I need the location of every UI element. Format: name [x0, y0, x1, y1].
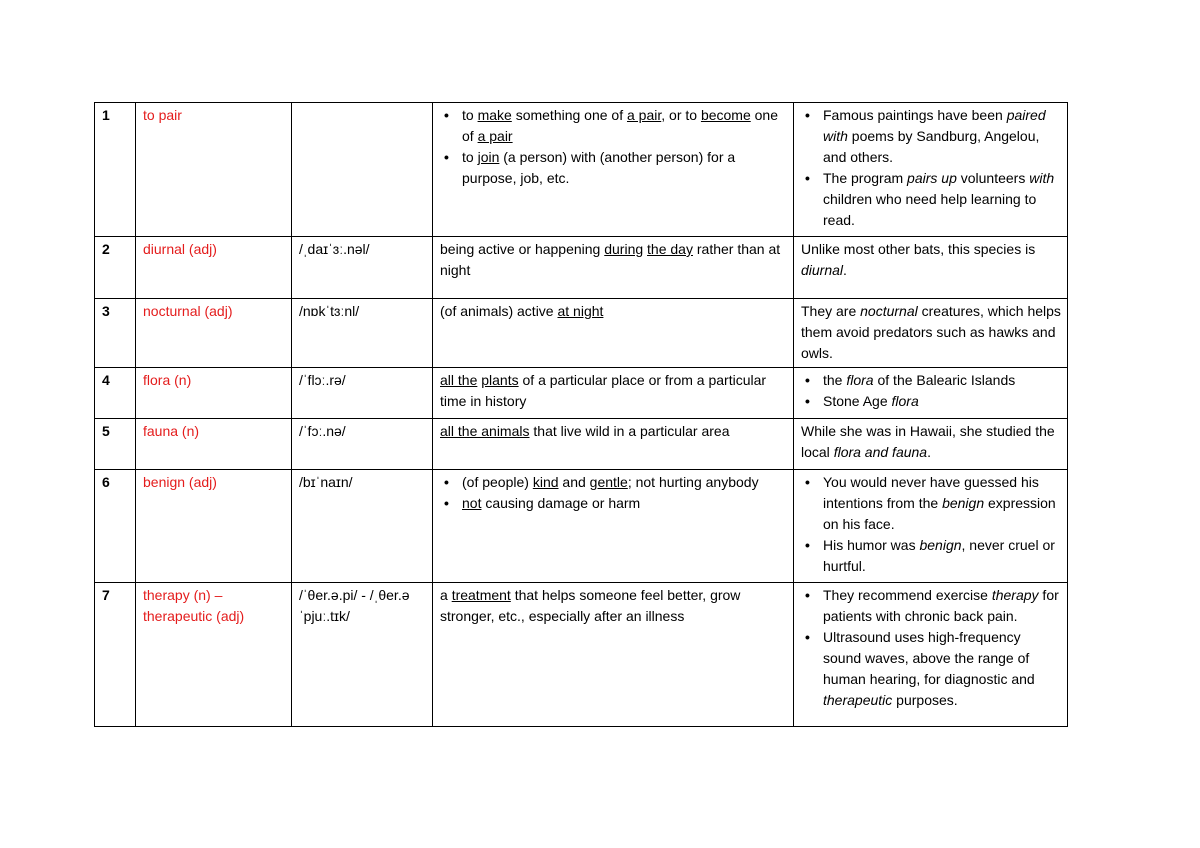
italic-text: benign: [942, 495, 985, 511]
underlined-text: kind: [532, 474, 559, 490]
text-run: and: [558, 474, 590, 490]
italic-text: therapy: [991, 587, 1039, 603]
vocabulary-term: fauna (n): [136, 419, 292, 470]
definition-item: [462, 472, 787, 493]
vocabulary-term: flora (n): [136, 368, 292, 419]
italic-text: nocturnal: [860, 303, 918, 319]
italic-text: benign: [919, 537, 962, 553]
italic-text: flora: [846, 372, 874, 388]
example-cell: [794, 470, 1068, 583]
italic-text: flora and fauna: [833, 444, 928, 460]
underlined-text: all the: [440, 372, 478, 388]
definition-cell: [433, 419, 794, 470]
text-run: (of animals) active: [440, 303, 558, 319]
text-run: You would never have guessed his intentions from the: [823, 474, 1039, 511]
example-cell: [794, 237, 1068, 299]
pronunciation: /bɪˈnaɪn/: [292, 470, 433, 583]
example-item: [823, 585, 1061, 627]
definition-cell: [433, 299, 794, 368]
text-run: ; not hurting anybody: [627, 474, 759, 490]
text-run: poems by Sandburg, Angelou, and others.: [823, 128, 1040, 165]
example-cell: [794, 103, 1068, 237]
example-item: [823, 168, 1061, 231]
definition-text: [440, 301, 787, 322]
italic-text: flora: [891, 393, 919, 409]
example-cell: [794, 583, 1068, 727]
text-run: to: [462, 149, 478, 165]
italic-text: diurnal: [801, 262, 844, 278]
text-run: being active or happening: [440, 241, 605, 257]
text-run: rather than at night: [440, 241, 781, 278]
example-item: [823, 370, 1061, 391]
example-list: [801, 370, 1061, 412]
text-run: While she was in Hawaii, she studied the local: [801, 423, 1055, 460]
vocabulary-term: nocturnal (adj): [136, 299, 292, 368]
pronunciation: /ˈflɔː.rə/: [292, 368, 433, 419]
definition-text: [440, 421, 787, 442]
text-run: to: [462, 107, 478, 123]
italic-text: pairs up: [907, 170, 957, 186]
example-cell: [794, 419, 1068, 470]
table-row: [95, 368, 1068, 419]
vocabulary-term: benign (adj): [136, 470, 292, 583]
definition-cell: [433, 470, 794, 583]
text-run: children who need help learning to read.: [823, 191, 1037, 228]
text-run: volunteers: [956, 170, 1030, 186]
example-list: [801, 472, 1061, 577]
text-run: that helps someone feel better, grow stronger, etc., especially after an illness: [440, 587, 741, 624]
text-run: They recommend exercise: [823, 587, 992, 603]
table-row: [95, 583, 1068, 727]
example-item: [823, 472, 1061, 535]
text-run: Stone Age: [823, 393, 892, 409]
text-run: expression on his face.: [823, 495, 1056, 532]
vocabulary-term: to pair: [136, 103, 292, 237]
underlined-text: join: [477, 149, 500, 165]
text-run: Unlike most other bats, this species is: [801, 241, 1036, 257]
underlined-text: become: [700, 107, 751, 123]
definition-item: [462, 105, 787, 147]
table-row: [95, 419, 1068, 470]
text-run: the: [823, 372, 847, 388]
example-cell: [794, 299, 1068, 368]
definition-text: [440, 585, 787, 627]
pronunciation: /ˌdaɪˈɜː.nəl/: [292, 237, 433, 299]
definition-text: [440, 370, 787, 412]
text-run: of a particular place or from a particular time in history: [440, 372, 767, 409]
row-number: 2: [95, 237, 136, 299]
example-list: [801, 585, 1061, 711]
pronunciation: /nɒkˈtɜːnl/: [292, 299, 433, 368]
row-number: 5: [95, 419, 136, 470]
definition-cell: [433, 237, 794, 299]
definition-cell: [433, 103, 794, 237]
text-run: that live wild in a particular area: [529, 423, 730, 439]
definition-list: [440, 105, 787, 189]
table-row: [95, 237, 1068, 299]
text-run: Famous paintings have been: [823, 107, 1007, 123]
example-text: [801, 239, 1061, 281]
underlined-text: a pair: [477, 128, 513, 144]
vocabulary-term: diurnal (adj): [136, 237, 292, 299]
text-run: creatures, which helps them avoid predators such as hawks and owls.: [801, 303, 1061, 361]
row-number: 3: [95, 299, 136, 368]
underlined-text: treatment: [451, 587, 511, 603]
text-run: (of people): [462, 474, 533, 490]
table-row: [95, 103, 1068, 237]
row-number: 1: [95, 103, 136, 237]
text-run: (a person) with (another person) for a purpose, job, etc.: [462, 149, 736, 186]
vocabulary-table: [94, 102, 1068, 727]
vocabulary-table-body: [95, 103, 1068, 727]
row-number: 6: [95, 470, 136, 583]
row-number: 4: [95, 368, 136, 419]
example-item: [823, 627, 1061, 711]
vocabulary-term: therapy (n) – therapeutic (adj): [136, 583, 292, 727]
underlined-text: at night: [557, 303, 604, 319]
text-run: , or to: [661, 107, 701, 123]
example-text: [801, 301, 1061, 364]
row-number: 7: [95, 583, 136, 727]
example-cell: [794, 368, 1068, 419]
table-row: [95, 470, 1068, 583]
definition-list: [440, 472, 787, 514]
underlined-text: during: [604, 241, 644, 257]
text-run: .: [927, 444, 931, 460]
underlined-text: gentle: [589, 474, 628, 490]
italic-text: paired with: [823, 107, 1046, 144]
text-run: , never cruel or hurtful.: [823, 537, 1055, 574]
definition-cell: [433, 583, 794, 727]
definition-item: [462, 147, 787, 189]
example-item: [823, 391, 1061, 412]
pronunciation: [292, 103, 433, 237]
underlined-text: a pair: [627, 107, 662, 123]
italic-text: therapeutic: [823, 692, 893, 708]
pronunciation: /ˈθer.ə.pi/ - /ˌθer.əˈpjuː.tɪk/: [292, 583, 433, 727]
example-item: [823, 535, 1061, 577]
text-run: something one of: [511, 107, 627, 123]
definition-cell: [433, 368, 794, 419]
underlined-text: make: [477, 107, 512, 123]
text-run: Ultrasound uses high-frequency sound waves, above the range of human hearing, for diagnostic and: [823, 629, 1035, 687]
table-row: [95, 299, 1068, 368]
underlined-text: all the animals: [440, 423, 530, 439]
italic-text: with: [1029, 170, 1055, 186]
definition-text: [440, 239, 787, 281]
text-run: The program: [823, 170, 908, 186]
text-run: causing damage or harm: [481, 495, 641, 511]
pronunciation: /ˈfɔː.nə/: [292, 419, 433, 470]
underlined-text: the day: [647, 241, 693, 257]
text-run: .: [843, 262, 847, 278]
example-text: [801, 421, 1061, 463]
text-run: His humor was: [823, 537, 920, 553]
text-run: for patients with chronic back pain.: [823, 587, 1059, 624]
underlined-text: plants: [481, 372, 519, 388]
example-item: [823, 105, 1061, 168]
text-run: They are: [801, 303, 861, 319]
text-run: of the Balearic Islands: [873, 372, 1016, 388]
underlined-text: not: [462, 495, 482, 511]
definition-item: [462, 493, 787, 514]
example-list: [801, 105, 1061, 231]
text-run: purposes.: [892, 692, 958, 708]
text-run: one of: [462, 107, 778, 144]
text-run: a: [440, 587, 452, 603]
